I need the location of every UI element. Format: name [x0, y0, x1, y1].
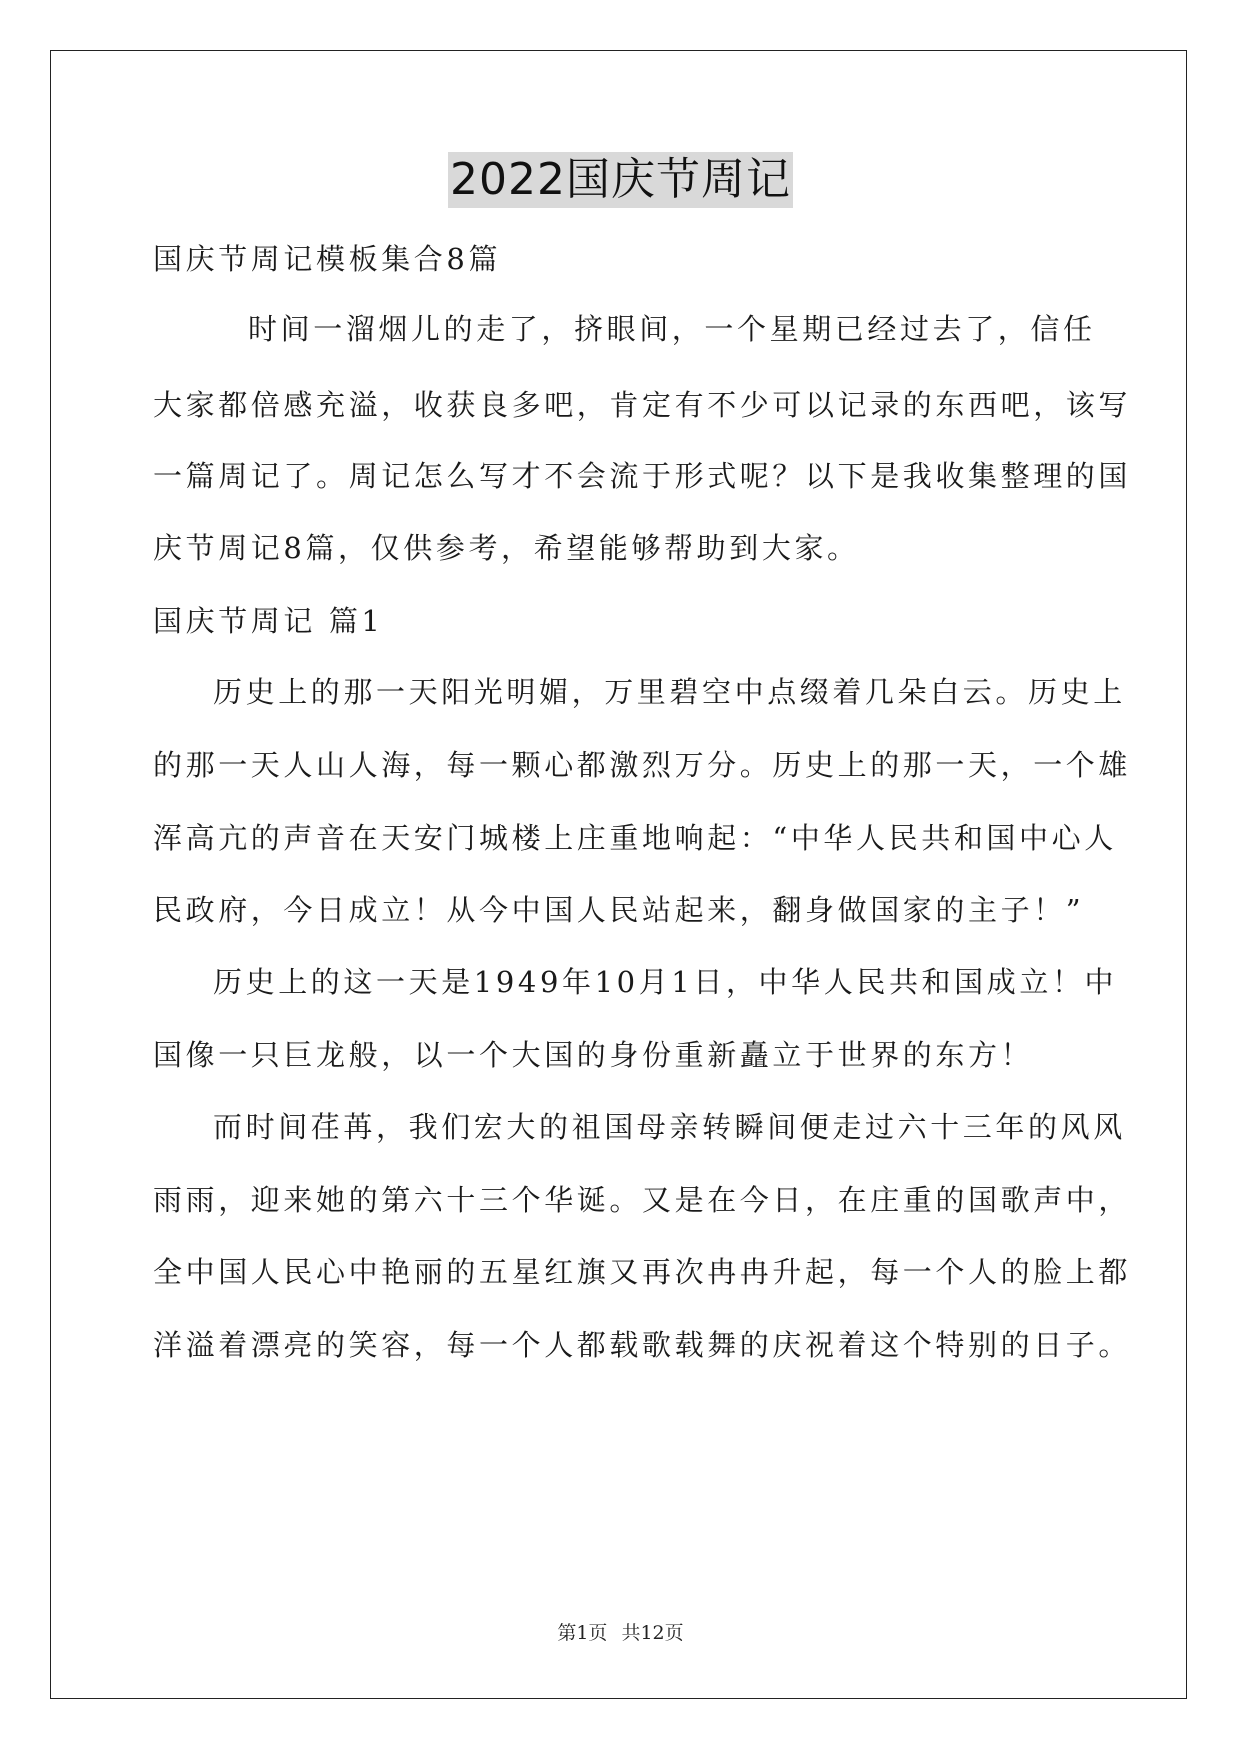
para1-line-4: 民政府，今日成立！从今中国人民站起来，翻身做国家的主子！” [153, 893, 1085, 927]
document-title: 2022国庆节周记 [448, 152, 793, 208]
page-footer [0, 1618, 1241, 1645]
intro-line-3: 一篇周记了。周记怎么写才不会流于形式呢？以下是我收集整理的国 [153, 459, 1132, 493]
page-border [50, 50, 1187, 1699]
para1-line-1: 历史上的那一天阳光明媚，万里碧空中点缀着几朵白云。历史上 [213, 675, 1126, 709]
intro-line-1: 时间一溜烟儿的走了，挤眼间，一个星期已经过去了，信任 [248, 312, 1096, 346]
subtitle: 国庆节周记模板集合8篇 [153, 242, 502, 276]
para2-line-1: 历史上的这一天是1949年10月1日，中华人民共和国成立！中 [213, 965, 1118, 999]
title-container [0, 152, 1241, 208]
para2-line-2: 国像一只巨龙般，以一个大国的身份重新矗立于世界的东方！ [153, 1038, 1034, 1072]
para1-line-3: 浑高亢的声音在天安门城楼上庄重地响起：“中华人民共和国中心人 [153, 821, 1117, 855]
page-number: 第1页 [557, 1622, 608, 1644]
para3-line-3: 全中国人民心中艳丽的五星红旗又再次冉冉升起，每一个人的脸上都 [153, 1255, 1132, 1289]
para1-line-2: 的那一天人山人海，每一颗心都激烈万分。历史上的那一天，一个雄 [153, 748, 1132, 782]
intro-line-2: 大家都倍感充溢，收获良多吧，肯定有不少可以记录的东西吧，该写 [153, 388, 1132, 422]
section-heading: 国庆节周记 篇1 [153, 604, 384, 638]
intro-line-4: 庆节周记8篇，仅供参考，希望能够帮助到大家。 [153, 531, 860, 565]
para3-line-1: 而时间荏苒，我们宏大的祖国母亲转瞬间便走过六十三年的风风 [213, 1110, 1126, 1144]
para3-line-4: 洋溢着漂亮的笑容，每一个人都载歌载舞的庆祝着这个特别的日子。 [153, 1328, 1132, 1362]
para3-line-2: 雨雨，迎来她的第六十三个华诞。又是在今日，在庄重的国歌声中， [153, 1183, 1132, 1217]
page-total: 共12页 [621, 1622, 684, 1644]
